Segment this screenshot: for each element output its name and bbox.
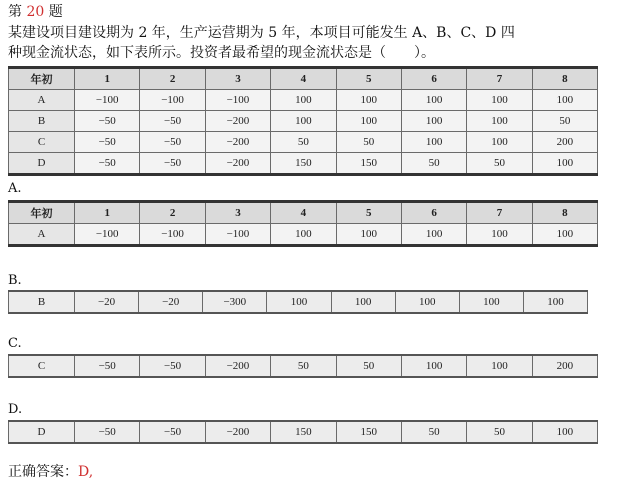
header-cell: 1 — [75, 202, 140, 224]
table-cell: 100 — [459, 291, 523, 313]
table-cell: 200 — [532, 132, 597, 153]
table-cell: 50 — [401, 421, 466, 443]
table-cell: 100 — [395, 291, 459, 313]
table-cell: −50 — [75, 111, 140, 132]
table-cell: 100 — [401, 355, 466, 377]
table-cell: 150 — [271, 153, 336, 175]
table-cell: 100 — [401, 111, 466, 132]
option-a-table-body — [9, 202, 598, 246]
table-cell: 100 — [467, 111, 532, 132]
table-cell: 100 — [467, 224, 532, 246]
row-label-cell: C — [9, 132, 75, 153]
header-cell: 5 — [336, 68, 401, 90]
header-cell: 7 — [467, 202, 532, 224]
table-cell: −50 — [75, 355, 140, 377]
header-cell: 6 — [401, 202, 466, 224]
option-d-table[interactable] — [8, 420, 598, 444]
option-d-label: D. — [8, 402, 23, 417]
table-cell: 100 — [271, 111, 336, 132]
table-cell: 100 — [532, 224, 597, 246]
header-cell: 2 — [140, 68, 205, 90]
table-cell: 50 — [467, 421, 532, 443]
option-a-table[interactable] — [8, 200, 598, 247]
table-cell: 100 — [336, 90, 401, 111]
option-a-label: A. — [8, 181, 22, 196]
cash-flow-table — [8, 66, 598, 176]
table-cell: −100 — [140, 90, 205, 111]
table-cell: −100 — [75, 90, 140, 111]
table-cell: −50 — [75, 153, 140, 175]
header-cell: 3 — [205, 202, 270, 224]
table-cell: −50 — [140, 355, 205, 377]
table-cell: 50 — [467, 153, 532, 175]
table-cell: 150 — [336, 421, 401, 443]
header-cell: 6 — [401, 68, 466, 90]
option-b-table-body — [9, 291, 588, 313]
answer-label: 正确答案： — [8, 464, 78, 480]
table-cell: −200 — [205, 153, 270, 175]
table-row — [9, 421, 598, 443]
question-suffix: 题 — [48, 4, 63, 20]
table-header-row — [9, 202, 598, 224]
row-label-cell: A — [9, 224, 75, 246]
table-cell: 100 — [467, 132, 532, 153]
table-cell: −200 — [205, 111, 270, 132]
table-cell: −200 — [205, 421, 270, 443]
table-cell: −50 — [140, 153, 205, 175]
table-cell: 100 — [467, 90, 532, 111]
table-cell: 100 — [523, 291, 587, 313]
question-text-line2: 种现金流状态，如下表所示。投资者最希望的现金流状态是（ ）。 — [8, 45, 435, 61]
table-cell: 100 — [532, 153, 597, 175]
table-cell: 100 — [401, 90, 466, 111]
table-cell: 100 — [267, 291, 331, 313]
header-cell: 3 — [205, 68, 270, 90]
table-cell: 100 — [336, 224, 401, 246]
table-cell: −20 — [75, 291, 139, 313]
table-row — [9, 224, 598, 246]
option-c-table-body — [9, 355, 598, 377]
answer-value: D, — [78, 464, 94, 480]
table-row — [9, 153, 598, 175]
header-cell: 年初 — [9, 68, 75, 90]
table-row — [9, 355, 598, 377]
table-cell: −200 — [205, 355, 270, 377]
header-cell: 7 — [467, 68, 532, 90]
table-cell: 100 — [271, 224, 336, 246]
table-cell: −100 — [140, 224, 205, 246]
cash-flow-table-body — [9, 68, 598, 175]
table-cell: −50 — [140, 111, 205, 132]
table-cell: 50 — [336, 132, 401, 153]
row-label-cell: A — [9, 90, 75, 111]
header-cell: 5 — [336, 202, 401, 224]
question-prefix: 第 — [8, 4, 22, 20]
table-cell: 100 — [271, 90, 336, 111]
option-b-label: B. — [8, 273, 22, 288]
table-cell: 50 — [271, 355, 336, 377]
row-label-cell: D — [9, 421, 75, 443]
table-cell: 100 — [532, 90, 597, 111]
option-d-table-body — [9, 421, 598, 443]
option-b-table[interactable] — [8, 290, 588, 314]
header-cell: 8 — [532, 68, 597, 90]
table-cell: 100 — [336, 111, 401, 132]
header-cell: 4 — [271, 202, 336, 224]
question-text-line1: 某建设项目建设期为 2 年，生产运营期为 5 年，本项目可能发生 A、B、C、D 四 — [8, 25, 515, 41]
row-label-cell: B — [9, 291, 75, 313]
table-row — [9, 111, 598, 132]
table-cell: 100 — [331, 291, 395, 313]
option-c-label: C. — [8, 336, 22, 351]
table-cell: 50 — [401, 153, 466, 175]
row-label-cell: B — [9, 111, 75, 132]
table-cell: −200 — [205, 132, 270, 153]
table-cell: −50 — [140, 421, 205, 443]
table-cell: 100 — [401, 224, 466, 246]
table-cell: −50 — [75, 132, 140, 153]
table-cell: −300 — [203, 291, 267, 313]
table-cell: 50 — [271, 132, 336, 153]
table-cell: 150 — [271, 421, 336, 443]
header-cell: 年初 — [9, 202, 75, 224]
table-cell: −100 — [205, 224, 270, 246]
table-header-row — [9, 68, 598, 90]
table-cell: −50 — [75, 421, 140, 443]
table-cell: 100 — [401, 132, 466, 153]
header-cell: 8 — [532, 202, 597, 224]
table-cell: 100 — [467, 355, 532, 377]
header-cell: 4 — [271, 68, 336, 90]
table-cell: 150 — [336, 153, 401, 175]
answer-line — [8, 461, 93, 481]
table-cell: −100 — [205, 90, 270, 111]
question-title — [8, 3, 63, 21]
table-cell: 50 — [336, 355, 401, 377]
question-number: 20 — [26, 4, 45, 20]
table-cell: 200 — [532, 355, 597, 377]
table-cell: 100 — [532, 421, 597, 443]
table-cell: −100 — [75, 224, 140, 246]
row-label-cell: C — [9, 355, 75, 377]
table-cell: −50 — [140, 132, 205, 153]
table-row — [9, 90, 598, 111]
table-cell: −20 — [139, 291, 203, 313]
table-row — [9, 291, 588, 313]
header-cell: 2 — [140, 202, 205, 224]
row-label-cell: D — [9, 153, 75, 175]
table-row — [9, 132, 598, 153]
header-cell: 1 — [75, 68, 140, 90]
table-cell: 50 — [532, 111, 597, 132]
option-c-table[interactable] — [8, 354, 598, 378]
